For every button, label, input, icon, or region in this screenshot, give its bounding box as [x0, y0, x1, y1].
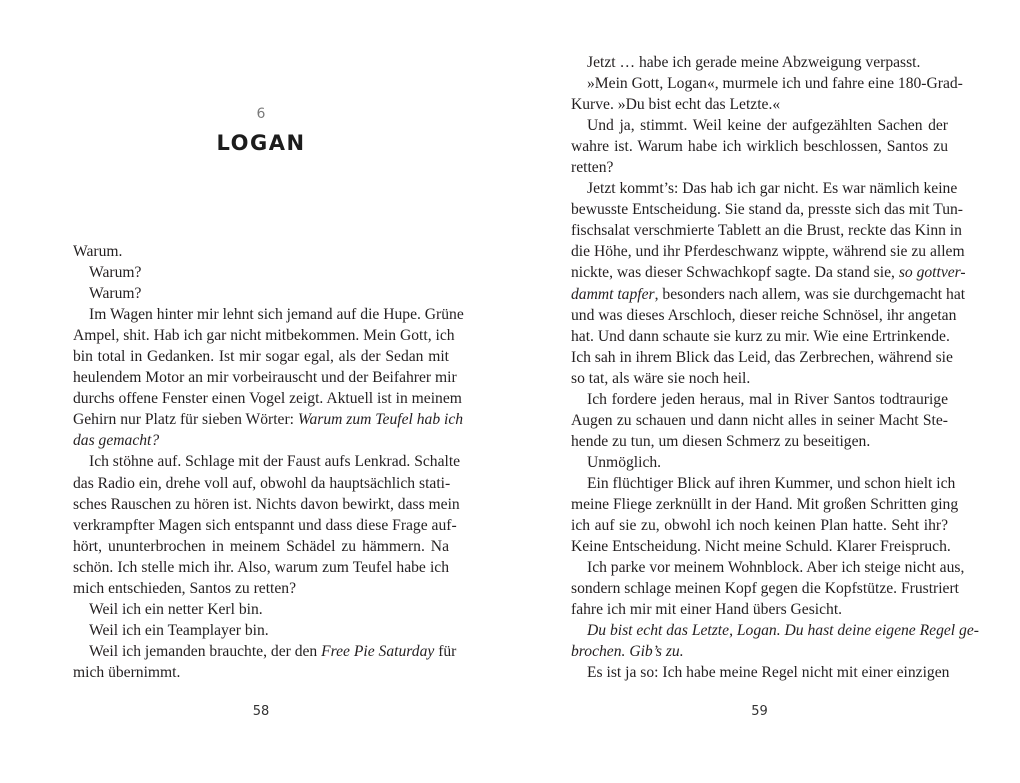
text-line: Keine Entscheidung. Nicht meine Schuld. Klarer Freispruch.	[571, 538, 951, 556]
text-line: Weil ich ein netter Kerl bin.	[89, 600, 263, 618]
text-line: ich auf sie zu, obwohl ich noch keinen Plan hatte. Seht ihr?	[571, 517, 948, 535]
text-line: fahre ich mir mit einer Hand übers Gesicht.	[571, 601, 843, 619]
text-line: hat. Und dann schaute sie kurz zu mir. Wie eine Ertrinkende.	[571, 327, 950, 345]
text-line: so tat, als wäre sie noch heil.	[571, 369, 751, 387]
text-line: Ich fordere jeden heraus, mal in River Santos todtraurige	[587, 390, 948, 408]
page-number-left: 58	[252, 704, 270, 719]
text-line: Gehirn nur Platz für sieben Wörter: Warum zum Teufel hab ich	[73, 411, 464, 429]
text-line: Jetzt kommt’s: Das hab ich gar nicht. Es war nämlich keine	[587, 180, 958, 198]
text-line: hört, ununterbrochen in meinem Schädel zu hämmern. Na	[73, 537, 449, 555]
text-line: und was dieses Arschloch, dieser reiche Schnösel, ihr angetan	[571, 306, 957, 324]
text-line: Warum.	[73, 243, 123, 260]
text-line: Warum?	[89, 285, 142, 303]
text-line: Es ist ja so: Ich habe meine Regel nicht mit einer einzigen	[587, 664, 950, 682]
text-line: das Radio ein, drehe voll auf, obwohl da hauptsächlich stati-	[73, 474, 451, 492]
text-line: Ampel, shit. Hab ich gar nicht mitbekommen. Mein Gott, ich	[73, 327, 455, 345]
emphasis: Free Pie Saturday	[321, 642, 435, 660]
text-line: Ein flüchtiger Blick auf ihren Kummer, und schon hielt ich	[587, 474, 956, 492]
text-line: nickte, was dieser Schwachkopf sagte. Da stand sie, so gottver-	[571, 264, 966, 282]
text-line: sches Rauschen zu hören ist. Nichts davon bewirkt, dass mein	[73, 495, 460, 513]
page-number-right: 59	[751, 704, 768, 719]
text-line: heulendem Motor an mir vorbeirauscht und der Beifahrer mir	[73, 369, 457, 387]
emphasis: dammt tapfer	[571, 285, 655, 303]
text-line: bin total in Gedanken. Ist mir sogar egal, als der Sedan mit	[73, 348, 449, 366]
text-line	[571, 641, 948, 662]
right-page-body	[571, 52, 979, 683]
left-page-body	[73, 241, 464, 683]
text-line: sondern schlage meinen Kopf gegen die Kopfstütze. Frustriert	[571, 580, 960, 598]
text-line: hende zu tun, um diesen Schmerz zu beseitigen.	[571, 432, 871, 450]
text-line: Weil ich jemanden brauchte, der den Free Pie Saturday für	[89, 642, 457, 660]
text-line: Und ja, stimmt. Weil keine der aufgezählten Sachen der	[587, 117, 948, 135]
chapter-number: 6	[256, 106, 266, 122]
text-line: Ich stöhne auf. Schlage mit der Faust aufs Lenkrad. Schalte	[89, 453, 461, 471]
emphasis: das gemacht?	[73, 432, 160, 450]
text-line: Jetzt … habe ich gerade meine Abzweigung verpasst.	[587, 54, 921, 71]
text-line: meine Fliege zerknüllt in der Hand. Mit großen Schritten ging	[571, 495, 959, 513]
text-line: dammt tapfer, besonders nach allem, was sie durchgemacht hat	[571, 285, 966, 303]
text-line: Ich parke vor meinem Wohnblock. Aber ich steige nicht aus,	[587, 559, 965, 577]
chapter-title: LOGAN	[216, 131, 306, 155]
text-line: verkrampfter Magen sich entspannt und dass diese Frage auf-	[73, 516, 457, 534]
text-line: retten?	[571, 159, 614, 177]
text-line: bewusste Entscheidung. Sie stand da, presste sich das mit Tun-	[571, 201, 963, 219]
text-line: Unmöglich.	[587, 453, 662, 471]
text-line: durchs offene Fenster einen Vogel zeigt. Aktuell ist in meinem	[73, 390, 462, 408]
text-line: Im Wagen hinter mir lehnt sich jemand auf die Hupe. Grüne	[89, 306, 464, 324]
text-line: Kurve. »Du bist echt das Letzte.«	[571, 96, 781, 114]
emphasis: Warum zum Teufel hab ich	[297, 411, 464, 429]
text-line	[73, 430, 449, 451]
text-line: fischsalat verschmierte Tablett an die Brust, reckte das Kinn in	[571, 222, 962, 240]
text-line: Warum?	[89, 264, 142, 282]
text-line	[571, 620, 979, 641]
text-line: Weil ich ein Teamplayer bin.	[89, 621, 269, 639]
emphasis: so gottver-	[898, 264, 966, 282]
text-line: Augen zu schauen und dann nicht alles in seiner Macht Ste-	[571, 411, 948, 429]
emphasis: brochen. Gib’s zu.	[571, 643, 684, 661]
text-line: schön. Ich stelle mich ihr. Also, warum zum Teufel habe ich	[73, 558, 449, 576]
text-line: mich übernimmt.	[73, 663, 181, 681]
text-line: die Höhe, und ihr Pferdeschwanz wippte, während sie zu allem	[571, 243, 965, 261]
text-line: Ich sah in ihrem Blick das Leid, das Zerbrechen, während sie	[571, 348, 953, 366]
right-page	[571, 0, 979, 783]
left-page	[73, 0, 464, 783]
text-line: mich entschieden, Santos zu retten?	[73, 579, 297, 597]
text-line: »Mein Gott, Logan«, murmele ich und fahre eine 180-Grad-	[587, 75, 963, 93]
text-line: wahre ist. Warum habe ich wirklich beschlossen, Santos zu	[571, 138, 948, 156]
emphasis: Du bist echt das Letzte, Logan. Du hast deine eigene Regel ge-	[587, 622, 979, 640]
